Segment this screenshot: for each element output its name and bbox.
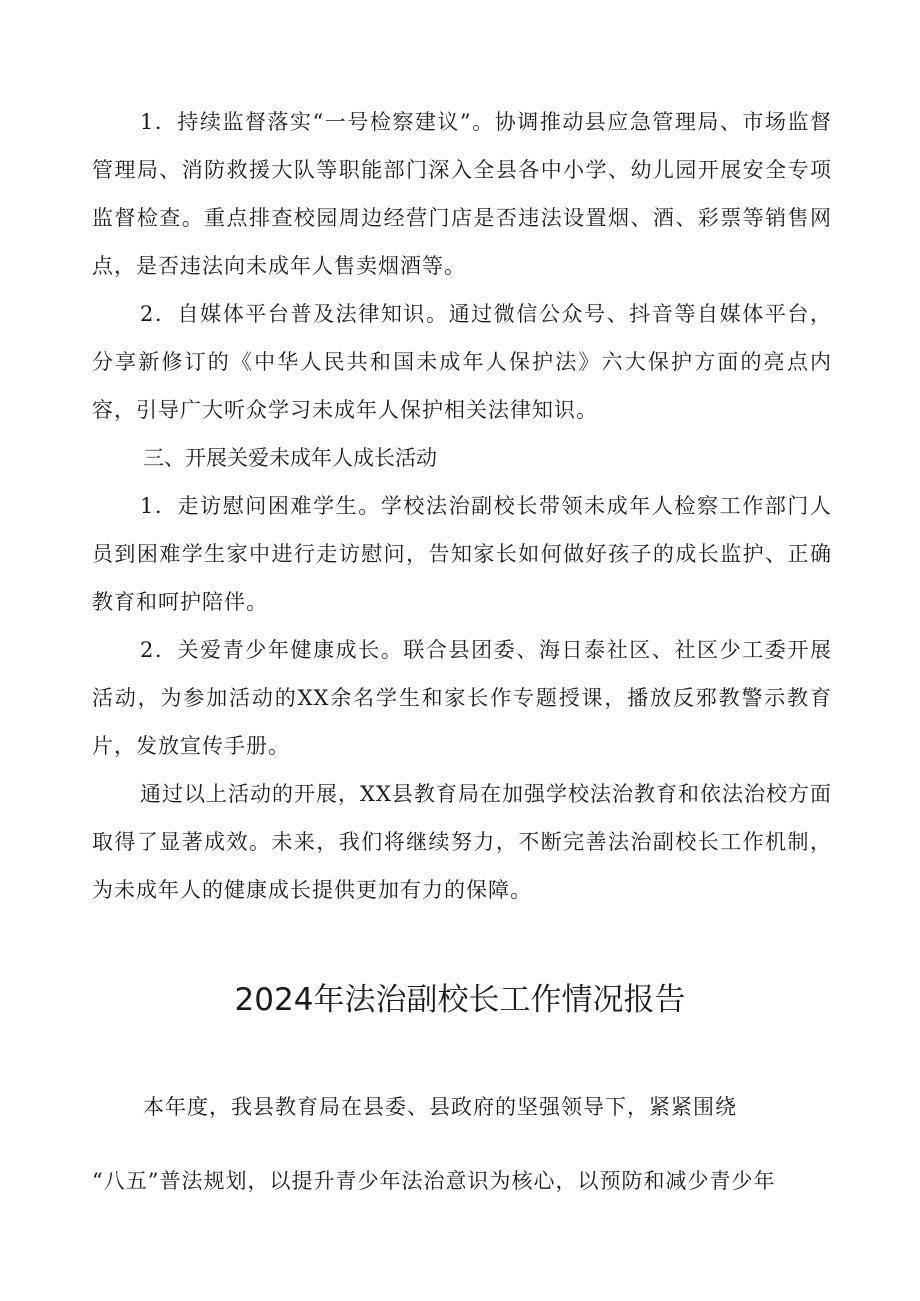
- para-supervision: 1．持续监督落实“一号检察建议”。协调推动县应急管理局、市场监督管理局、消防救援大队等职能部门深入全县各中小学、幼儿园开展安全专项监督检查。重点排查校园周边经营门店是否违法设置烟、酒、彩票等销售网点，是否违法向未成年人售卖烟酒等。: [92, 110, 832, 278]
- para-self-media: 2．自媒体平台普及法律知识。通过微信公众号、抖音等自媒体平台，分享新修订的《中华人民共和国未成年人保护法》六大保护方面的亮点内容，引导广大听众学习未成年人保护相关法律知识。: [92, 302, 832, 422]
- report-intro-line-2: “八五”普法规划，以提升青少年法治意识为核心，以预防和减少青少年: [92, 1169, 776, 1193]
- report-title: 2024年法治副校长工作情况报告: [234, 982, 686, 1018]
- para-youth-care: 2．关爱青少年健康成长。联合县团委、海日泰社区、社区少工委开展活动，为参加活动的XX余名学生和家长作专题授课，播放反邪教警示教育片，发放宣传手册。: [92, 638, 832, 758]
- para-visits: 1．走访慰问困难学生。学校法治副校长带领未成年人检察工作部门人员到困难学生家中进行走访慰问，告知家长如何做好孩子的成长监护、正确教育和呵护陪伴。: [92, 494, 832, 614]
- section-heading-3: 三、开展关爱未成年人成长活动: [143, 446, 437, 470]
- para-conclusion: 通过以上活动的开展，XX县教育局在加强学校法治教育和依法治校方面取得了显著成效。未来，我们将继续努力，不断完善法治副校长工作机制，为未成年人的健康成长提供更加有力的保障。: [92, 782, 832, 902]
- report-intro-line-1: 本年度，我县教育局在县委、县政府的坚强领导下，紧紧围绕: [143, 1095, 737, 1119]
